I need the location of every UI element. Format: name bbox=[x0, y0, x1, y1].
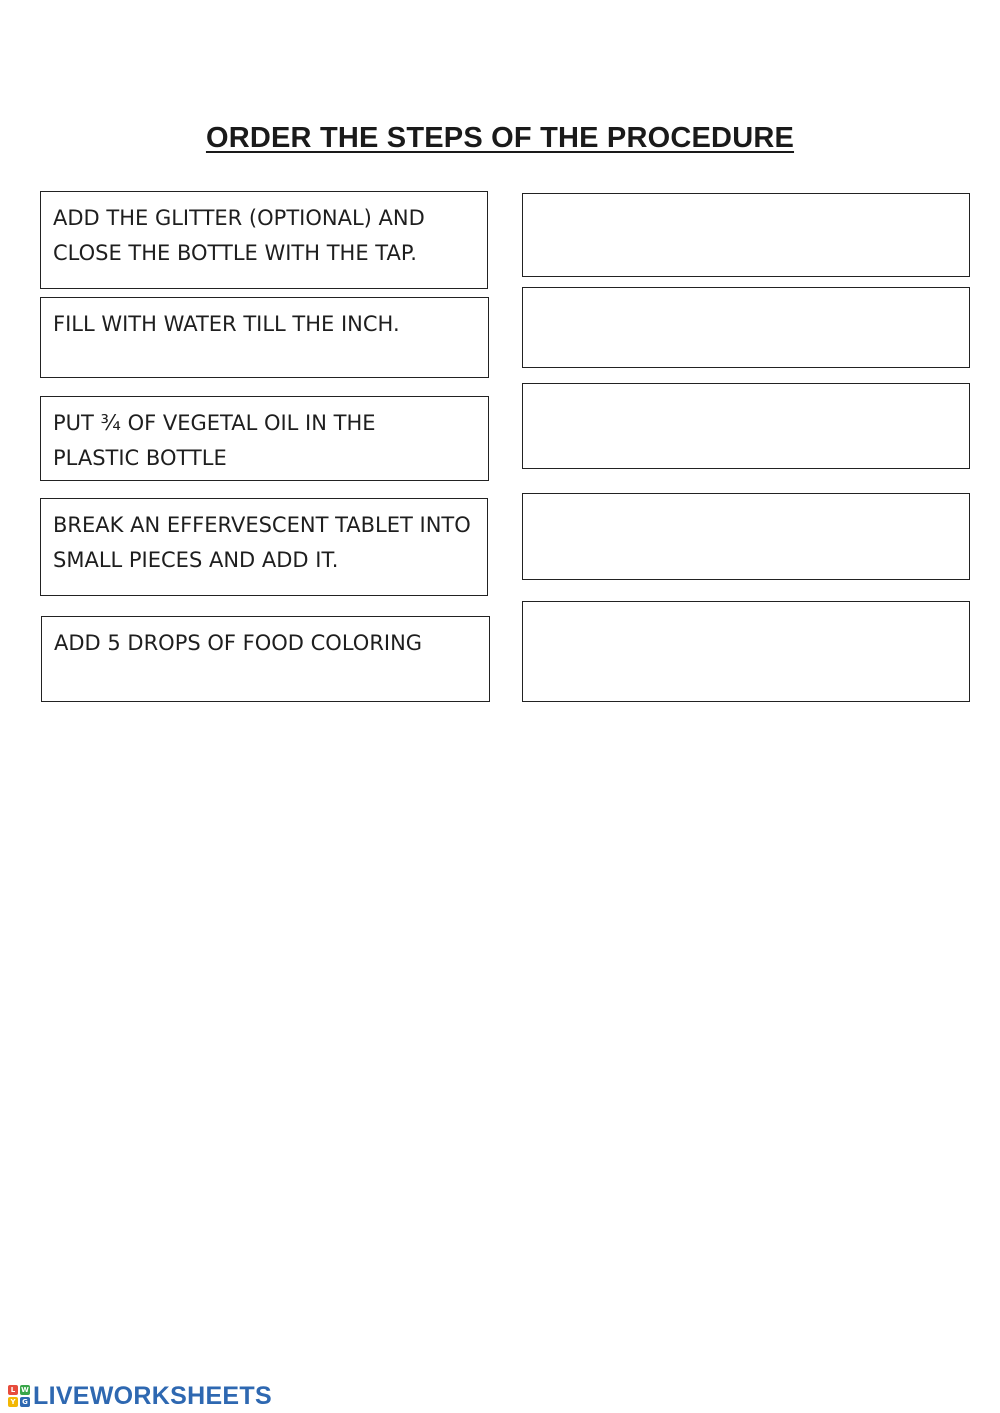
answer-slot-3[interactable] bbox=[522, 383, 970, 469]
logo-block-y: Y bbox=[8, 1397, 18, 1407]
answer-slot-4[interactable] bbox=[522, 493, 970, 580]
step-card-3[interactable] bbox=[40, 396, 489, 481]
answer-slot-2[interactable] bbox=[522, 287, 970, 368]
step-card-text: FILL WITH WATER TILL THE INCH. bbox=[53, 312, 400, 336]
logo-blocks-icon bbox=[8, 1385, 30, 1407]
step-card-text: BREAK AN EFFERVESCENT TABLET INTO SMALL PIECES AND ADD IT. bbox=[53, 513, 471, 572]
answer-slot-1[interactable] bbox=[522, 193, 970, 277]
logo-block-g: G bbox=[20, 1397, 30, 1407]
step-card-text: ADD THE GLITTER (OPTIONAL) AND CLOSE THE BOTTLE WITH THE TAP. bbox=[53, 206, 425, 265]
step-card-1[interactable] bbox=[40, 191, 488, 289]
logo-block-w: W bbox=[21, 1386, 29, 1394]
step-card-4[interactable] bbox=[40, 498, 488, 596]
step-card-5[interactable] bbox=[41, 616, 490, 702]
brand-name: LIVEWORKSHEETS bbox=[33, 1381, 272, 1410]
step-card-2[interactable] bbox=[40, 297, 489, 378]
liveworksheets-logo[interactable] bbox=[8, 1381, 272, 1411]
step-card-text: ADD 5 DROPS OF FOOD COLORING bbox=[54, 631, 423, 655]
step-card-text: PUT ¾ OF VEGETAL OIL IN THE PLASTIC BOTTLE bbox=[53, 411, 376, 470]
logo-block-l: L bbox=[8, 1385, 18, 1395]
answer-slot-5[interactable] bbox=[522, 601, 970, 702]
worksheet-title: ORDER THE STEPS OF THE PROCEDURE bbox=[205, 122, 795, 154]
